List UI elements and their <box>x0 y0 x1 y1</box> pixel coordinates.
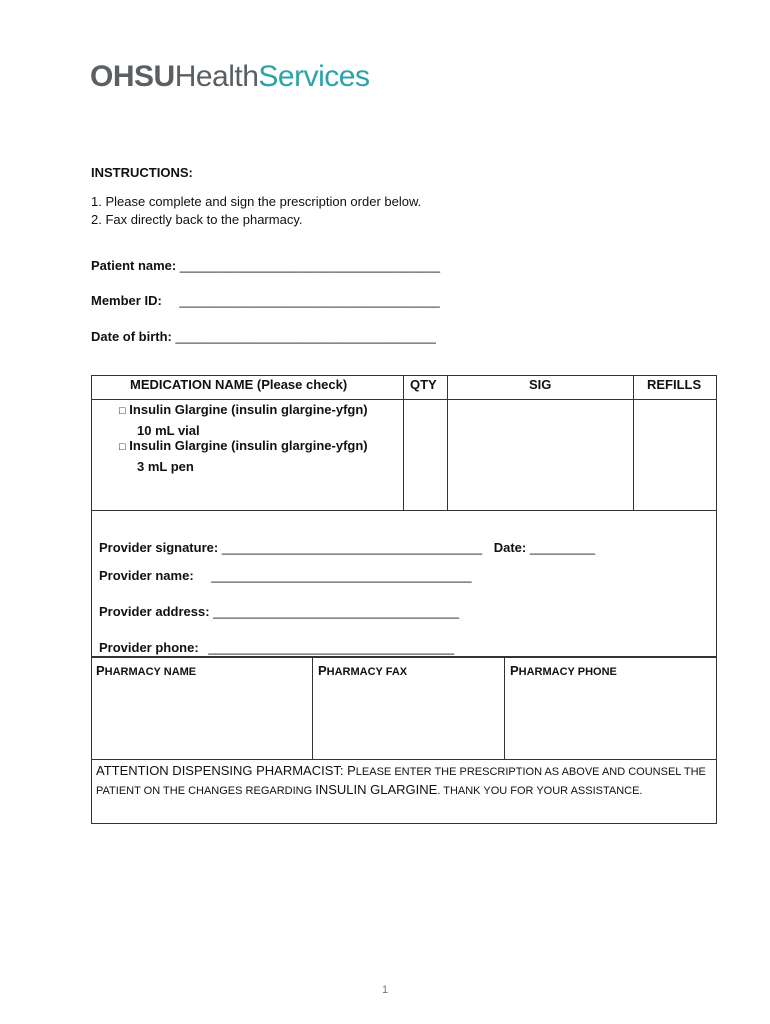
label-rest: HARMACY FAX <box>326 666 408 678</box>
column-divider <box>312 658 313 759</box>
pharmacy-name-label <box>96 663 196 678</box>
instruction-item: 1. Please complete and sign the prescription order below. <box>91 194 422 209</box>
medication-option-form: 3 mL pen <box>137 459 194 474</box>
instructions-list <box>91 193 421 229</box>
provider-signature-line[interactable]: ____________________________________ <box>221 540 483 555</box>
date-of-birth-line[interactable]: ____________________________________ <box>175 329 436 344</box>
date-of-birth-field[interactable] <box>91 329 436 344</box>
checkbox[interactable]: □ <box>119 405 126 417</box>
patient-name-label: Patient name: <box>91 258 177 273</box>
attention-text-end: . THANK YOU FOR YOUR ASSISTANCE. <box>437 785 643 797</box>
provider-phone-label: Provider phone: <box>99 640 199 655</box>
header-qty: QTY <box>410 377 437 392</box>
medication-option-vial[interactable] <box>119 400 368 440</box>
date-label: Date: <box>493 540 527 555</box>
pharmacy-section <box>91 656 717 824</box>
pharmacy-phone-label <box>510 663 617 678</box>
attention-text: LEASE ENTER THE PRESCRIPTION AS ABOVE AND COUNSEL THE PATIENT ON THE CHANGES REGARDING <box>96 766 706 797</box>
provider-phone-line[interactable]: __________________________________ <box>208 640 455 655</box>
attention-drug: INSULIN GLARGINE <box>315 782 438 797</box>
header-medication-name: MEDICATION NAME (Please check) <box>130 377 348 392</box>
cap-letter: P <box>510 663 519 678</box>
checkbox[interactable]: □ <box>119 441 126 453</box>
medication-table <box>91 375 717 511</box>
member-id-line[interactable]: ____________________________________ <box>179 293 440 308</box>
patient-name-field[interactable] <box>91 258 440 273</box>
member-id-label: Member ID: <box>91 293 162 308</box>
pharmacy-fax-label <box>318 663 407 678</box>
medication-option-name: Insulin Glargine (insulin glargine-yfgn) <box>129 402 368 417</box>
column-divider <box>633 376 634 510</box>
provider-name-label: Provider name: <box>99 568 194 583</box>
logo-services: Services <box>258 60 370 93</box>
column-divider <box>403 376 404 510</box>
instruction-item: 2. Fax directly back to the pharmacy. <box>91 212 303 227</box>
medication-option-form: 10 mL vial <box>137 423 200 438</box>
provider-section <box>91 510 717 658</box>
cap-letter: P <box>318 663 327 678</box>
provider-address-label: Provider address: <box>99 604 210 619</box>
header-refills: REFILLS <box>647 377 702 392</box>
attention-pharmacist-note <box>96 762 712 800</box>
date-line[interactable]: _________ <box>529 540 595 555</box>
logo-health: Health <box>174 60 259 93</box>
provider-name-line[interactable]: ____________________________________ <box>211 568 472 583</box>
ohsu-health-services-logo <box>90 60 369 94</box>
provider-address-field[interactable] <box>99 604 459 619</box>
provider-name-field[interactable] <box>99 568 472 583</box>
cap-letter: P <box>96 663 105 678</box>
provider-phone-field[interactable] <box>99 640 454 655</box>
column-divider <box>447 376 448 510</box>
instructions-title: INSTRUCTIONS: <box>91 165 193 180</box>
label-rest: HARMACY NAME <box>104 666 197 678</box>
page-number: 1 <box>381 984 389 996</box>
label-rest: HARMACY PHONE <box>518 666 617 678</box>
column-divider <box>504 658 505 759</box>
patient-name-line[interactable]: ____________________________________ <box>179 258 441 273</box>
logo-ohsu: OHSU <box>90 60 175 93</box>
date-of-birth-label: Date of birth: <box>91 329 172 344</box>
provider-address-line[interactable]: __________________________________ <box>213 604 459 619</box>
provider-signature-label: Provider signature: <box>99 540 219 555</box>
medication-option-pen[interactable] <box>119 436 368 476</box>
attention-heading: ATTENTION DISPENSING PHARMACIST: P <box>96 763 356 778</box>
member-id-field[interactable] <box>91 293 440 308</box>
medication-option-name: Insulin Glargine (insulin glargine-yfgn) <box>129 438 368 453</box>
provider-signature-field[interactable] <box>99 540 595 555</box>
header-sig: SIG <box>529 377 552 392</box>
